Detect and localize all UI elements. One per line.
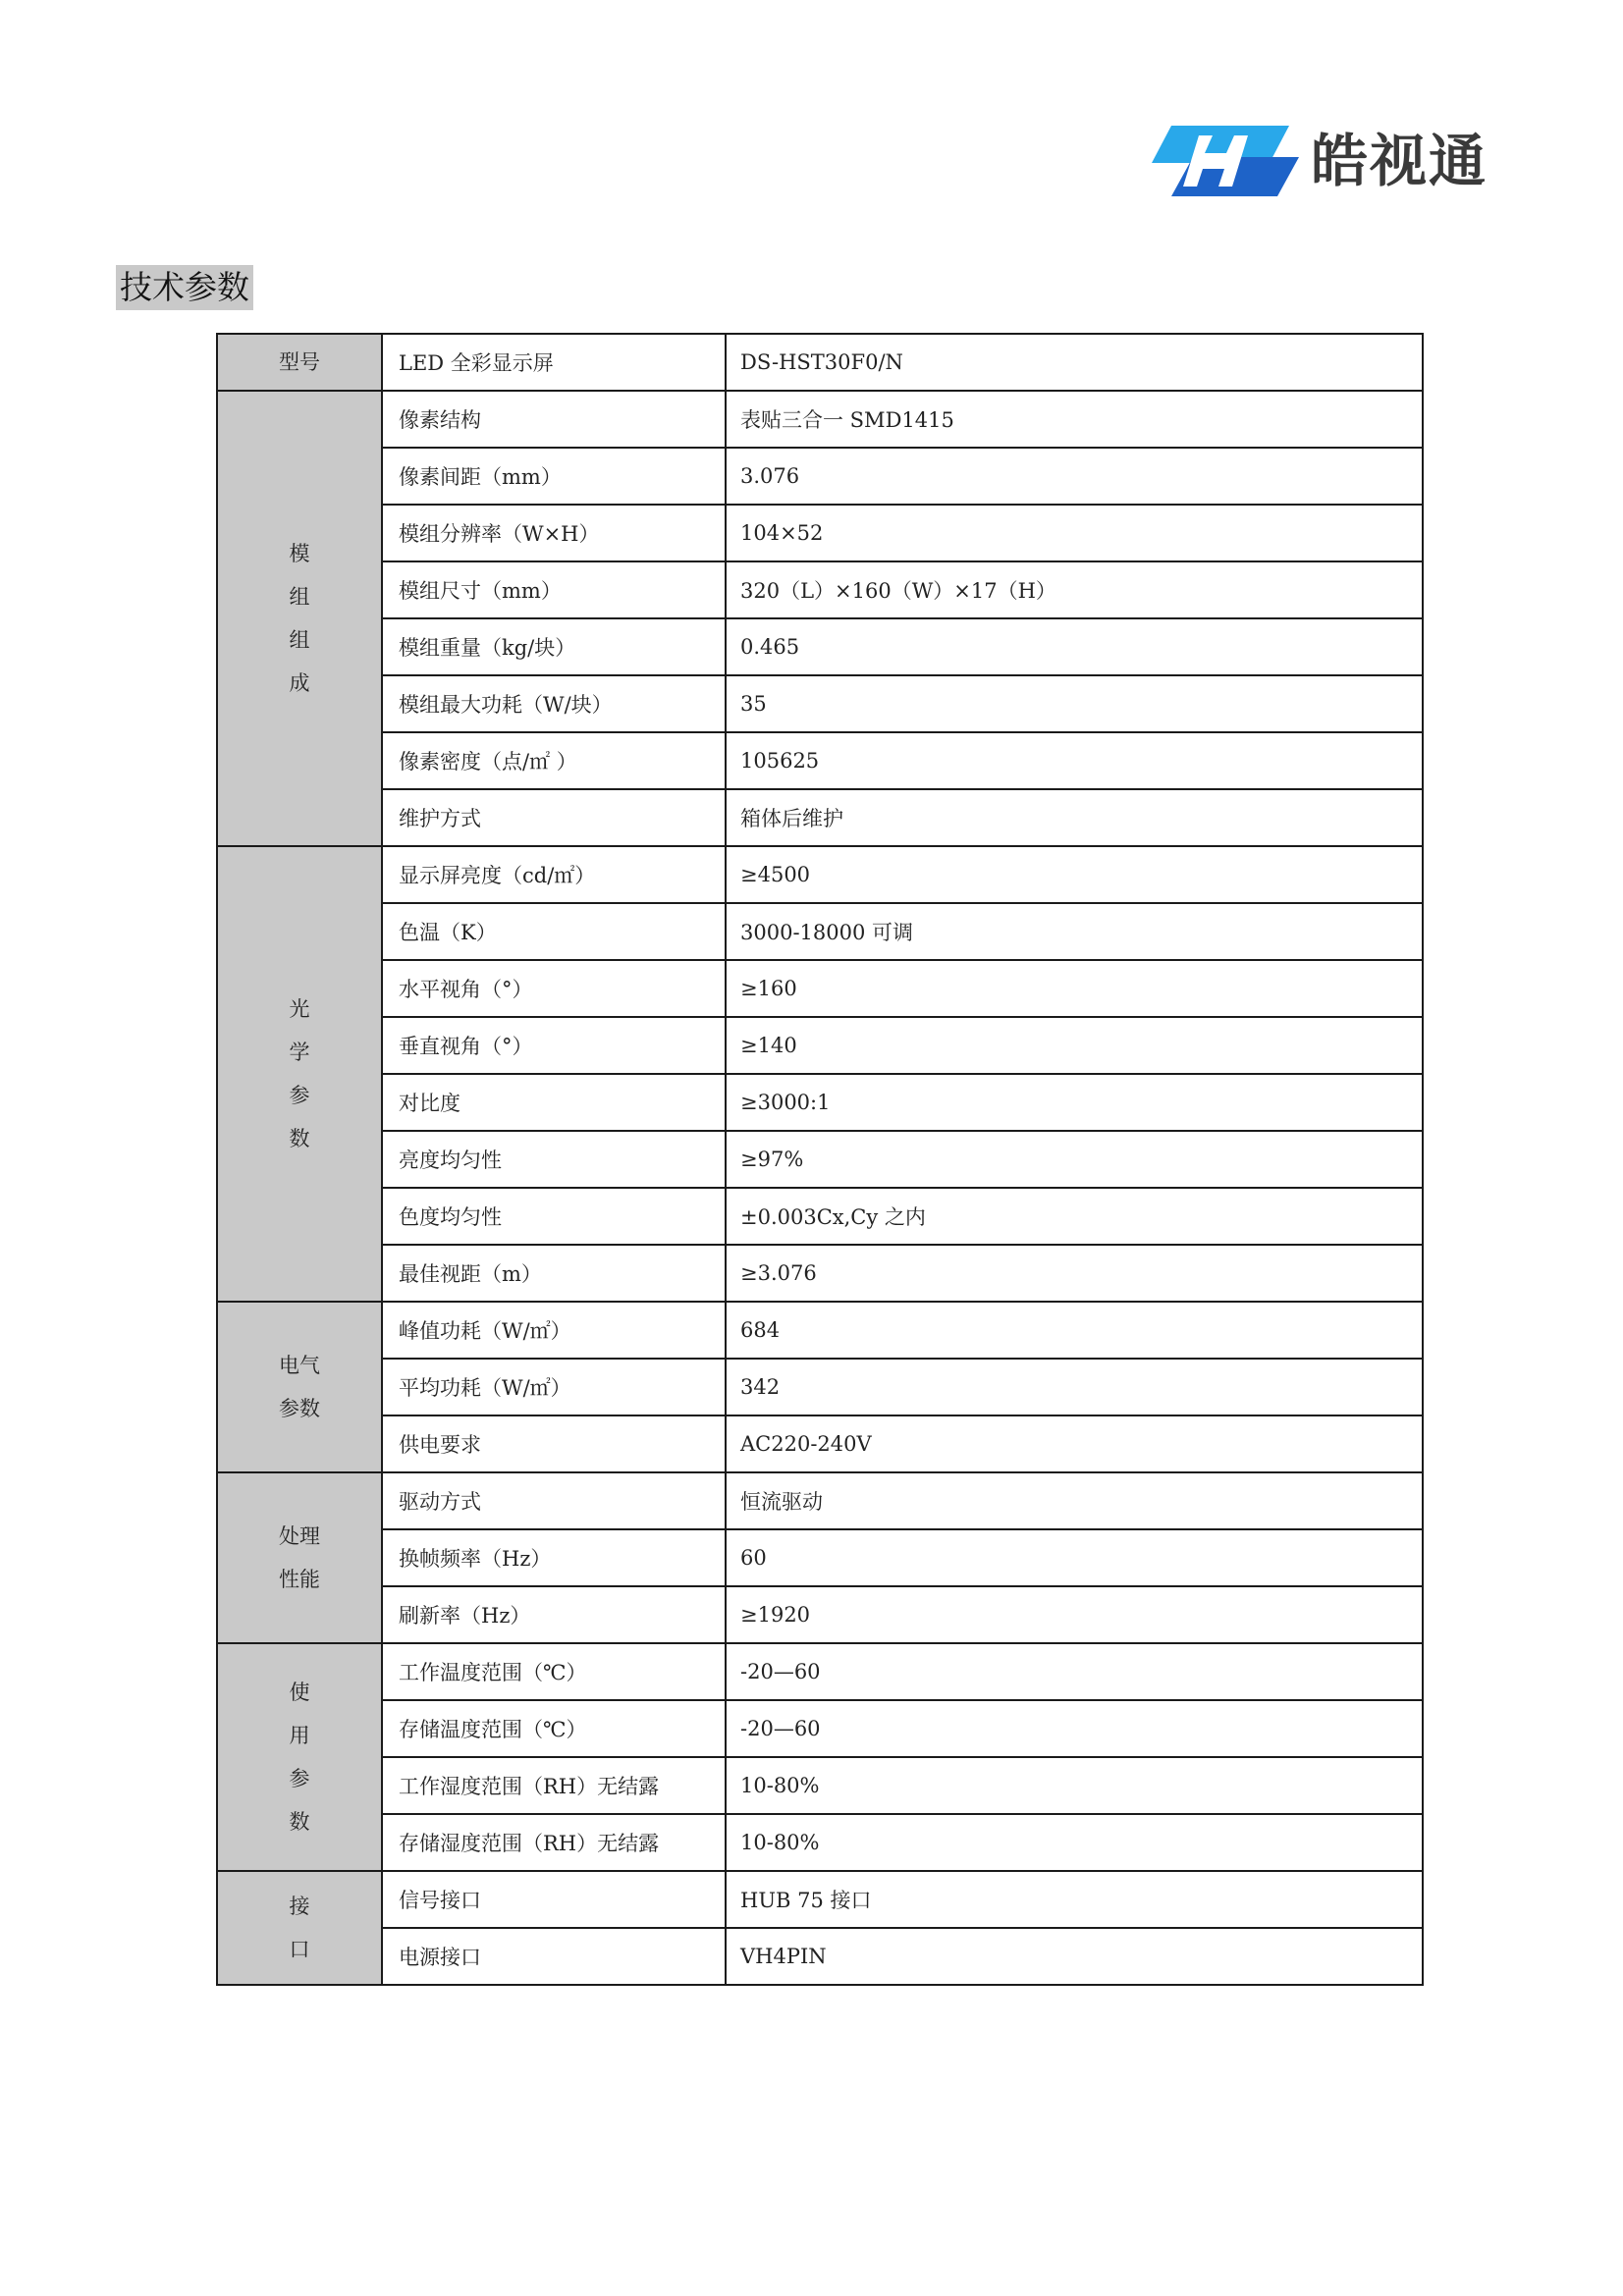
- table-row: [217, 1928, 1423, 1985]
- table-row: [217, 1529, 1423, 1586]
- param-value-cell: 3000-18000 可调: [726, 903, 1423, 960]
- param-value-cell: 10-80%: [726, 1757, 1423, 1814]
- table-row: [217, 1302, 1423, 1359]
- table-row: [217, 1188, 1423, 1245]
- model-label: 型号: [279, 350, 320, 374]
- param-name-cell: 像素间距（mm）: [382, 448, 726, 505]
- category-label: 光学参数: [289, 997, 310, 1150]
- param-value-cell: ≥3000:1: [726, 1074, 1423, 1131]
- param-value-cell: 105625: [726, 732, 1423, 789]
- param-value-cell: AC220-240V: [726, 1415, 1423, 1472]
- param-name-cell: 电源接口: [382, 1928, 726, 1985]
- param-value-cell: ±0.003Cx,Cy 之内: [726, 1188, 1423, 1245]
- param-name-cell: 亮度均匀性: [382, 1131, 726, 1188]
- param-value-cell: -20—60: [726, 1700, 1423, 1757]
- table-row: [217, 1415, 1423, 1472]
- param-name-cell: 显示屏亮度（cd/㎡）: [382, 846, 726, 903]
- param-value-cell: 320（L）×160（W）×17（H）: [726, 561, 1423, 618]
- table-row: [217, 1472, 1423, 1529]
- category-cell: [217, 846, 382, 1302]
- param-value-cell: 3.076: [726, 448, 1423, 505]
- param-value-cell: 箱体后维护: [726, 789, 1423, 846]
- param-value-cell: 35: [726, 675, 1423, 732]
- param-value-cell: 10-80%: [726, 1814, 1423, 1871]
- brand-logo: [1142, 124, 1515, 198]
- model-value-cell: DS-HST30F0/N: [726, 334, 1423, 391]
- param-name-cell: 存储湿度范围（RH）无结露: [382, 1814, 726, 1871]
- table-row: [217, 505, 1423, 561]
- category-cell: [217, 391, 382, 846]
- param-value-cell: 表贴三合一 SMD1415: [726, 391, 1423, 448]
- param-value-cell: HUB 75 接口: [726, 1871, 1423, 1928]
- table-row: [217, 448, 1423, 505]
- param-name-cell: 模组重量（kg/块）: [382, 618, 726, 675]
- param-value-cell: 恒流驱动: [726, 1472, 1423, 1529]
- table-row: [217, 391, 1423, 448]
- table-row: [217, 732, 1423, 789]
- table-row: [217, 561, 1423, 618]
- param-name-cell: 峰值功耗（W/㎡）: [382, 1302, 726, 1359]
- category-cell: [217, 1871, 382, 1985]
- param-name-cell: 信号接口: [382, 1871, 726, 1928]
- category-label: 接口: [289, 1895, 310, 1961]
- table-row: [217, 1586, 1423, 1643]
- param-name-cell: 垂直视角（°）: [382, 1017, 726, 1074]
- param-name-cell: 色温（K）: [382, 903, 726, 960]
- table-row: [217, 960, 1423, 1017]
- table-row: [217, 1757, 1423, 1814]
- param-value-cell: 684: [726, 1302, 1423, 1359]
- table-row: [217, 1871, 1423, 1928]
- param-value-cell: 0.465: [726, 618, 1423, 675]
- brand-mark-icon: [1142, 124, 1299, 198]
- table-row: [217, 1245, 1423, 1302]
- param-name-cell: 色度均匀性: [382, 1188, 726, 1245]
- table-row: [217, 1814, 1423, 1871]
- spec-table: [216, 333, 1424, 1986]
- table-row: [217, 846, 1423, 903]
- param-value-cell: ≥140: [726, 1017, 1423, 1074]
- param-value-cell: ≥3.076: [726, 1245, 1423, 1302]
- param-name-cell: 供电要求: [382, 1415, 726, 1472]
- param-name-cell: 维护方式: [382, 789, 726, 846]
- section-title: 技术参数: [116, 265, 253, 310]
- param-name-cell: 平均功耗（W/㎡）: [382, 1359, 726, 1415]
- param-name-cell: 存储温度范围（℃）: [382, 1700, 726, 1757]
- table-row: [217, 1359, 1423, 1415]
- model-label-cell: [217, 334, 382, 391]
- param-name-cell: 模组分辨率（W×H）: [382, 505, 726, 561]
- category-cell: [217, 1643, 382, 1871]
- table-row: [217, 1131, 1423, 1188]
- category-label: 使用参数: [289, 1681, 310, 1834]
- spec-table-body: [217, 334, 1423, 1985]
- param-name-cell: 像素密度（点/㎡ ）: [382, 732, 726, 789]
- param-name-cell: 模组尺寸（mm）: [382, 561, 726, 618]
- param-value-cell: ≥97%: [726, 1131, 1423, 1188]
- param-name-cell: 驱动方式: [382, 1472, 726, 1529]
- table-row: [217, 1643, 1423, 1700]
- category-label: 模组组成: [289, 542, 310, 695]
- param-value-cell: 104×52: [726, 505, 1423, 561]
- param-name-cell: 最佳视距（m）: [382, 1245, 726, 1302]
- param-name-cell: 对比度: [382, 1074, 726, 1131]
- table-row: [217, 789, 1423, 846]
- table-row: [217, 903, 1423, 960]
- category-cell: [217, 1302, 382, 1472]
- table-row: [217, 618, 1423, 675]
- brand-name: 皓视通: [1311, 128, 1488, 194]
- category-cell: [217, 1472, 382, 1643]
- param-value-cell: ≥160: [726, 960, 1423, 1017]
- param-name-cell: 工作温度范围（℃）: [382, 1643, 726, 1700]
- param-name-cell: 像素结构: [382, 391, 726, 448]
- param-name-cell: 水平视角（°）: [382, 960, 726, 1017]
- param-value-cell: ≥1920: [726, 1586, 1423, 1643]
- param-value-cell: ≥4500: [726, 846, 1423, 903]
- param-name-cell: 模组最大功耗（W/块）: [382, 675, 726, 732]
- param-name-cell: 工作湿度范围（RH）无结露: [382, 1757, 726, 1814]
- param-value-cell: 342: [726, 1359, 1423, 1415]
- model-name-cell: LED 全彩显示屏: [382, 334, 726, 391]
- param-name-cell: 换帧频率（Hz）: [382, 1529, 726, 1586]
- param-value-cell: 60: [726, 1529, 1423, 1586]
- param-value-cell: -20—60: [726, 1643, 1423, 1700]
- category-label: 处理性能: [279, 1524, 320, 1591]
- table-row-model: [217, 334, 1423, 391]
- param-name-cell: 刷新率（Hz）: [382, 1586, 726, 1643]
- table-row: [217, 1017, 1423, 1074]
- table-row: [217, 1700, 1423, 1757]
- category-label: 电气参数: [279, 1354, 320, 1420]
- table-row: [217, 1074, 1423, 1131]
- table-row: [217, 675, 1423, 732]
- param-value-cell: VH4PIN: [726, 1928, 1423, 1985]
